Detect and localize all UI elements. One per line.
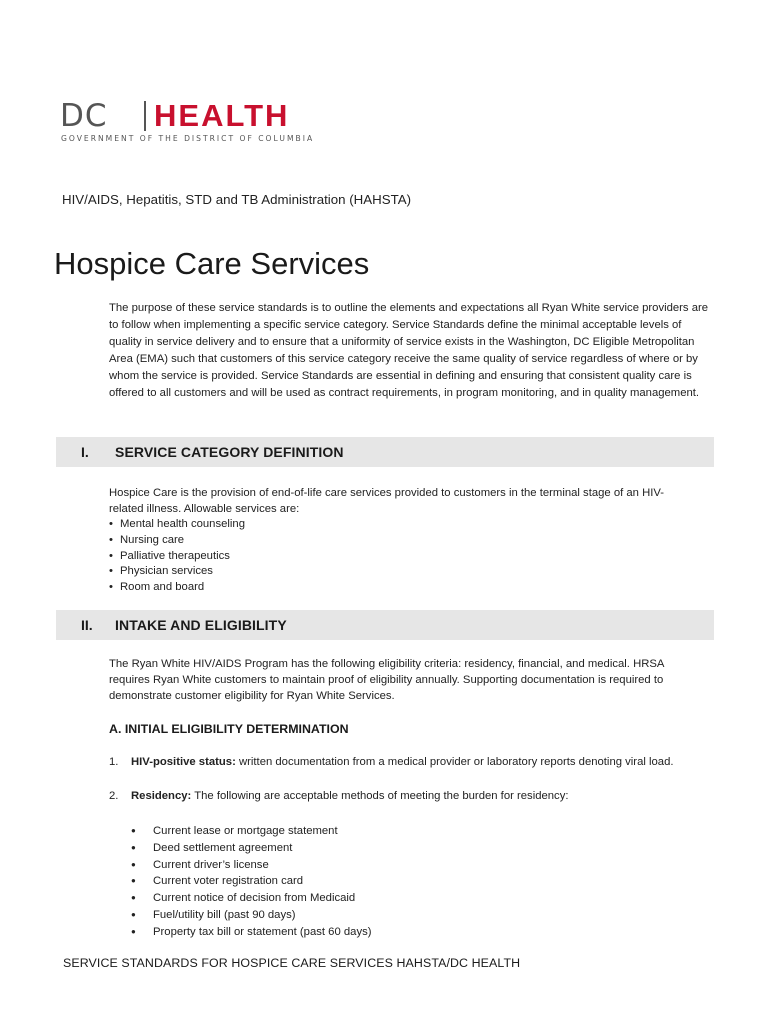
dc-health-logo <box>60 100 350 148</box>
list-item: ● Deed settlement agreement <box>131 840 372 857</box>
page-footer: SERVICE STANDARDS FOR HOSPICE CARE SERVICES HAHSTA/DC HEALTH <box>63 956 521 970</box>
list-item: • Physician services <box>109 564 245 580</box>
section-heading: SERVICE CATEGORY DEFINITION <box>115 444 344 460</box>
list-item: ● Current voter registration card <box>131 873 372 890</box>
page-title: Hospice Care Services <box>54 246 370 281</box>
section-number: II. <box>81 617 93 633</box>
list-item: ● Current driver’s license <box>131 857 372 874</box>
list-item: • Mental health counseling <box>109 517 245 533</box>
eligibility-text: The Ryan White HIV/AIDS Program has the following eligibility criteria: residency, financial, and medical. HRSA requires Ryan White customers to maintain proof of eligibility annually. Supporting documentation is required to demonstrate customer eligibility for Ryan White Services. <box>109 658 664 702</box>
logo-dc-text: DC <box>60 98 108 134</box>
list-item: ● Fuel/utility bill (past 90 days) <box>131 907 372 924</box>
section-number: I. <box>81 444 89 460</box>
section-header-intake-eligibility <box>56 610 714 640</box>
item-label: Residency: <box>131 790 192 802</box>
list-item: • Nursing care <box>109 533 245 549</box>
list-item: ● Current notice of decision from Medicaid <box>131 890 372 907</box>
logo-divider <box>144 101 146 131</box>
intro-paragraph: The purpose of these service standards is to outline the elements and expectations all Ryan White service providers are to follow when implementing a specific service category. Service Standards define the minimal acceptable levels of quality in service delivery and to ensure that a uniformity of service exists in the Washington, DC Eligible Metropolitan Area (EMA) such that customers of this service category receive the same quality of service regardless of where or by whom the service is provided. Service Standards are essential in defining and ensuring that consistent quality care is offered to all customers and will be used as contract requirements, in program monitoring, and in quality management. <box>109 302 709 399</box>
initial-eligibility-subheading: A. INITIAL ELIGIBILITY DETERMINATION <box>109 722 349 736</box>
hiv-status-item <box>109 756 674 768</box>
residency-methods-list <box>131 823 372 941</box>
item-text: written documentation from a medical provider or laboratory reports denoting viral load. <box>235 756 674 768</box>
list-item: ● Property tax bill or statement (past 60 days) <box>131 924 372 941</box>
residency-item <box>109 790 569 802</box>
agency-name: HIV/AIDS, Hepatitis, STD and TB Administration (HAHSTA) <box>62 192 412 207</box>
list-item: • Room and board <box>109 580 245 596</box>
section-header-service-category <box>56 437 714 467</box>
service-definition-text: Hospice Care is the provision of end-of-life care services provided to customers in the terminal stage of an HIV-related illness. Allowable services are: <box>109 487 665 515</box>
allowable-services-list <box>109 517 245 596</box>
item-label: HIV-positive status: <box>131 756 236 768</box>
item-number: 2. <box>109 790 119 802</box>
list-item: • Palliative therapeutics <box>109 549 245 565</box>
logo-health-text: HEALTH <box>154 98 290 133</box>
logo-subtitle: GOVERNMENT OF THE DISTRICT OF COLUMBIA <box>61 134 315 143</box>
item-number: 1. <box>109 756 119 768</box>
item-text: The following are acceptable methods of meeting the burden for residency: <box>191 790 569 802</box>
section-heading: INTAKE AND ELIGIBILITY <box>115 617 287 633</box>
list-item: ● Current lease or mortgage statement <box>131 823 372 840</box>
